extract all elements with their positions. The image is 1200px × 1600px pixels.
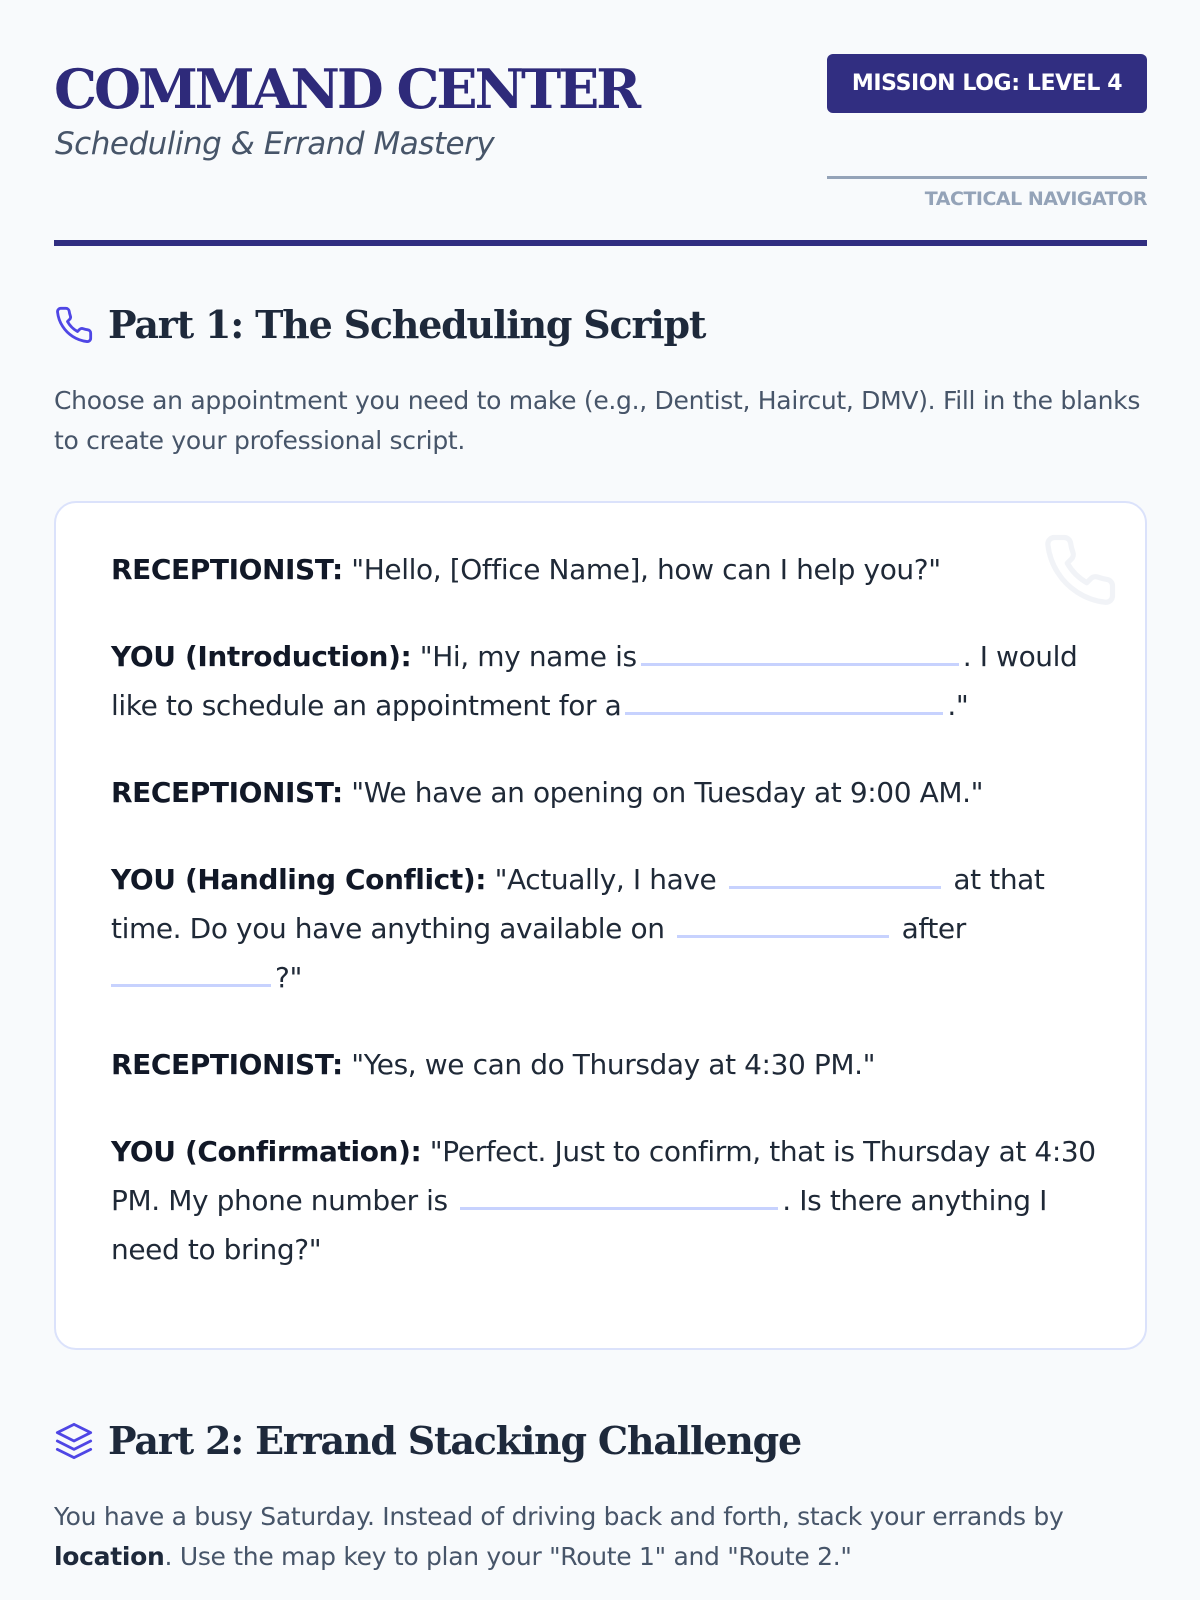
script-card [54,501,1147,1350]
navigator-label: TACTICAL NAVIGATOR [924,188,1147,210]
intro-text: . Use the map key to plan your "Route 1" and "Route 2." [164,1542,852,1571]
script-text: "We have an opening on Tuesday at 9:00 AM." [342,776,984,809]
intro-emphasis: location [54,1542,165,1571]
layers-icon [54,1421,94,1461]
script-line [111,855,1111,1002]
script-text: ." [947,689,969,722]
script-line [111,1040,1111,1089]
part1-heading [54,302,705,347]
script-text: "Actually, I have [486,863,717,896]
script-text: "Hi, my name is [411,640,637,673]
page-subtitle: Scheduling & Errand Mastery [55,126,495,162]
speaker-label: YOU (Confirmation): [111,1135,422,1168]
part1-title: Part 1: The Scheduling Script [108,302,706,347]
intro-text: You have a busy Saturday. Instead of driving back and forth, stack your errands by [54,1502,1064,1531]
speaker-label: YOU (Introduction): [111,640,412,673]
scheduling-script [111,545,1111,1312]
script-text: after [901,912,966,945]
header [54,0,1147,246]
part2-title: Part 2: Errand Stacking Challenge [108,1418,801,1463]
phone-number-blank[interactable] [460,1184,778,1210]
script-text: "Perfect. Just to confirm, that is Thursday at 4:30 PM. My phone number is [111,1135,1096,1217]
name-blank[interactable] [641,640,959,666]
page-title: COMMAND CENTER [54,57,639,121]
script-line [111,632,1111,730]
script-text: ?" [275,961,302,994]
script-line [111,768,1111,817]
script-text: "Yes, we can do Thursday at 4:30 PM." [342,1048,876,1081]
time-blank[interactable] [111,961,271,987]
part2-heading [54,1418,801,1463]
speaker-label: YOU (Handling Conflict): [111,863,487,896]
script-text: . Is there anything I need to bring?" [111,1184,1048,1266]
header-divider [54,240,1147,246]
script-line [111,545,1111,594]
worksheet-page [54,0,1147,1571]
script-text: . I would like to schedule an appointment for a [111,640,1078,722]
appointment-type-blank[interactable] [625,689,943,715]
speaker-label: RECEPTIONIST: [111,1048,343,1081]
navigator-name-line [827,176,1147,179]
script-line [111,1127,1111,1274]
day-blank[interactable] [677,912,889,938]
phone-icon [54,305,94,345]
part2-intro [54,1497,1147,1577]
part1-intro: Choose an appointment you need to make (e.g., Dentist, Haircut, DMV). Fill in the blanks to create your professional script. [54,386,1141,455]
conflict-blank[interactable] [729,863,941,889]
script-text: at that time. Do you have anything available on [111,863,1045,945]
speaker-label: RECEPTIONIST: [111,553,343,586]
speaker-label: RECEPTIONIST: [111,776,343,809]
script-text: "Hello, [Office Name], how can I help you?" [342,553,941,586]
mission-log-badge: MISSION LOG: LEVEL 4 [827,54,1147,113]
